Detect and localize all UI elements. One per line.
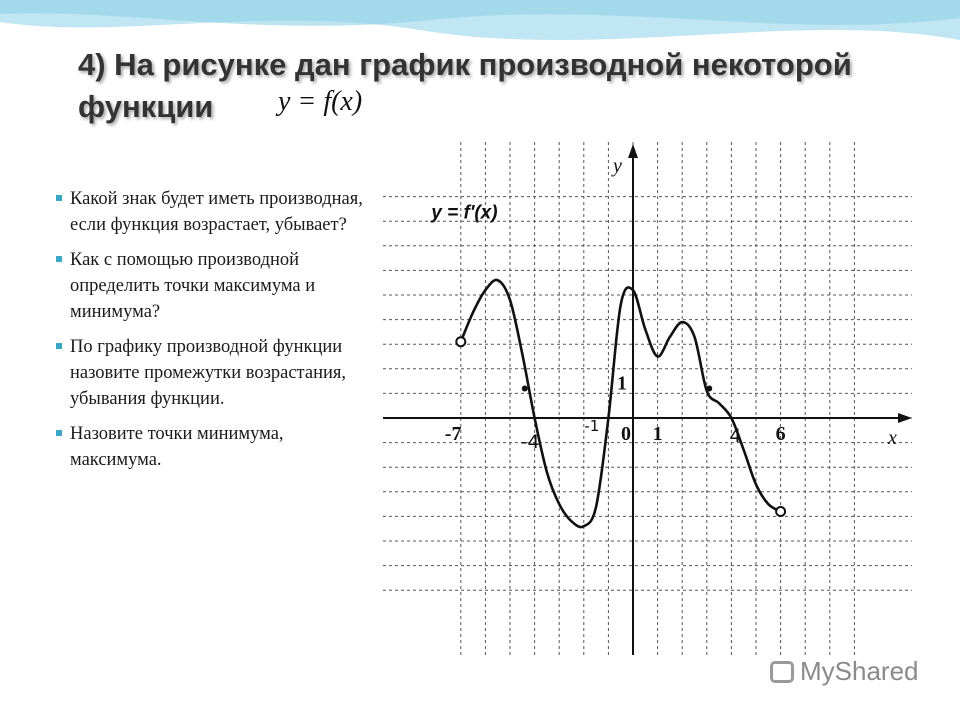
slide-title: 4) На рисунке дан график производной некоторой функции	[78, 47, 852, 124]
question-item: По графику производной функции назовите промежутки возрастания, убывания функции.	[56, 334, 366, 412]
presentation-logo-icon	[770, 661, 794, 683]
annotation-label: -4	[520, 431, 540, 453]
open-endpoint	[456, 337, 465, 346]
formula: y = f(x)	[278, 86, 363, 117]
question-item: Как с помощью производной определить точки максимума и минимума?	[56, 247, 366, 325]
open-endpoint	[776, 507, 785, 516]
y-axis-label: y	[613, 155, 622, 177]
x-tick-label: 0	[621, 423, 631, 445]
annotation-label: -1	[584, 417, 600, 435]
y-tick-label: 1	[617, 372, 627, 395]
watermark: MyShared	[770, 656, 919, 687]
question-item: Какой знак будет иметь производная, если функция возрастает, убывает?	[56, 186, 366, 238]
x-axis-label: x	[888, 427, 897, 449]
question-item: Назовите точки минимума, максимума.	[56, 421, 366, 473]
x-tick-label: 1	[652, 423, 663, 445]
x-tick-label: -7	[444, 423, 462, 445]
series-label: y = f'(x)	[431, 202, 498, 224]
marked-point	[522, 385, 528, 391]
marked-point	[706, 385, 712, 391]
annotation-label: 4	[729, 425, 742, 447]
x-tick-label: 6	[775, 423, 786, 445]
